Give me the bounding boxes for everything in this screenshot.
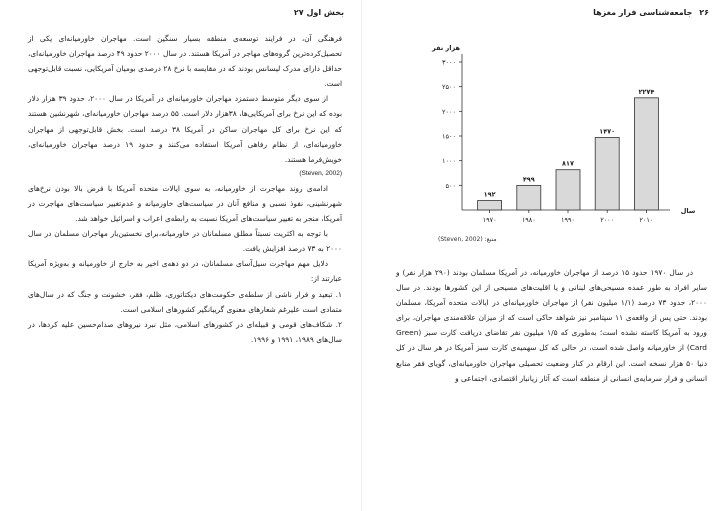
paragraph: دلایل مهم مهاجرت سیل‌آسای مسلمانان، در دو دهه‌ی اخیر به خارج از خاورمیانه و به‌ویژه آمریکا عبارتند از:: [28, 259, 342, 284]
bar-value-label: ۸۱۷: [562, 159, 574, 168]
right-page: [362, 0, 723, 511]
bar-value-label: ۱۴۷۰: [599, 127, 616, 136]
y-tick-label: ۲۵۰۰: [442, 83, 456, 92]
left-body-text: [28, 31, 342, 347]
bar: [595, 137, 619, 210]
left-page-number: ۲۷: [293, 8, 304, 17]
list-item: ۲. شکاف‌های قومی و قبیله‌ای در کشورهای اسلامی، مثل نبرد نیروهای صدام‌حسین علیه کردها، در سال‌های ۱۹۸۹، ۱۹۹۱ و ۱۹۹۶.: [28, 319, 342, 344]
chart-source: منبع: (Steven, 2002): [438, 236, 497, 243]
citation: (Steven, 2002): [299, 169, 342, 177]
right-body-text: [396, 265, 707, 386]
y-tick-label: ۱۰۰۰: [442, 157, 456, 166]
paragraph: از سوی دیگر متوسط دستمزد مهاجران خاورمیانه‌ای در آمریکا در سال ۲۰۰۰، حدود ۳۹ هزار دلار بوده که این نرخ برای آمریکایی‌ها، ۳۸هزار دلار است. ۵۵ درصد مهاجران خاورمیانه‌ای، شهرنشین هستند که این نرخ برای کل مهاجران ساکن در آمریکا ۳۸ درصد است. بخش قابل‌توجهی از مهاجران خاورمیانه‌ای، از نظام رفاهی آمریکا استفاده می‌کنند و حدود ۱۹ درصد مهاجران خاورمیانه‌ای، خویش‌فرما هستند.: [28, 94, 343, 164]
right-running-head-title: جامعه‌شناسی فرار مغزها: [593, 8, 693, 17]
right-running-head: [593, 8, 709, 17]
x-tick-label: ۱۹۸۰: [521, 216, 536, 224]
left-running-head: [290, 8, 344, 17]
x-tick-label: ۲۰۱۰: [639, 216, 654, 224]
x-tick-label: ۱۹۹۰: [561, 216, 575, 224]
x-tick-label: ۲۰۰۰: [600, 216, 615, 224]
paragraph: ادامه‌ی روند مهاجرت از خاورمیانه، به سوی ایالات متحده آمریکا با فرض بالا بودن نرخ‌های شهرنشینی، نفوذ نسبی و منافع آنان در سیاست‌های خاورمیانه و عدم‌تغییر سیاست‌های مهاجرت در آمریکا، منجر به تغییر سیاست‌های آمریکا نسبت به رابطه‌ی اعراب و اسرائیل خواهد شد.: [28, 183, 342, 224]
list-item: ۱. تبعید و فرار ناشی از سلطه‌ی حکومت‌های دیکتاتوری، ظلم، فقر، خشونت و جنگ که در سال‌های متمادی است علیرغم شعارهای معنوی گریبانگیر کشورهای اسلامی است.: [28, 289, 342, 314]
bar: [478, 201, 502, 210]
y-tick-label: ۱۵۰۰: [442, 132, 456, 141]
left-running-head-title: بخش اول: [306, 8, 344, 17]
bar-value-label: ۴۹۹: [522, 175, 535, 184]
y-axis-label: هزار نفر: [432, 44, 460, 52]
bar-chart: [412, 38, 712, 230]
x-axis-label: سال: [680, 207, 696, 215]
y-tick-label: ۲۰۰۰: [442, 107, 456, 116]
bar: [517, 185, 541, 210]
bar: [634, 98, 658, 210]
paragraph: در سال ۱۹۷۰ حدود ۱۵ درصد از مهاجران خاورمیانه، در آمریکا مسلمان بودند (۲۹۰ هزار نفر) و سایر افراد به طور عمده مسیحی‌های لبنانی و یا اقلیت‌های مسیحی از این کشورها بودند. در سال ۲۰۰۰، حدود ۷۳ درصد (۱/۱ میلیون نفر) از مهاجران خاورمیانه‌ای در ایالات متحده آمریکا، مسلمان بودند. حتی پس از واقعه‌ی ۱۱ سپتامبر نیز شواهد حاکی است که از میزان علاقه‌مندی مهاجران، برای ورود به آمریکا کاسته نشده است؛ به‌طوری که ۱/۵ میلیون نفر تقاضای دریافت کارت سبز (Green Card) از خاورمیانه واصل شده است، در حالی که کل سهمیه‌ی کارت سبز آمریکا در هر سال در کل دنیا ۵۰ هزار نسخه است. این ارقام در کنار وضعیت تحصیلی مهاجران خاورمیانه‌ای، گویای فقر منابع انسانی و فرار سرمایه‌ی انسانی از منطقه است که آثار زیانبار اقتصادی، اجتماعی و: [396, 268, 707, 383]
bar: [556, 170, 580, 210]
y-tick-label: ۳۰۰۰: [442, 58, 456, 67]
right-page-number: ۲۶: [699, 8, 709, 17]
paragraph: فرهنگی آن، در فرایند توسعه‌ی منطقه بسیار سنگین است. مهاجران خاورمیانه‌ای یکی از تحصیل‌کرده‌ترین گروه‌های مهاجر در آمریکا هستند. در سال ۲۰۰۰ حدود ۴۹ درصد مهاجران خاورمیانه‌ای، حداقل دارای مدرک لیسانس بودند که در مقایسه با نرخ ۲۸ درصدی بومیان آمریکایی، نسبت قابل‌توجهی است.: [28, 34, 342, 89]
x-tick-label: ۱۹۷۰: [482, 216, 497, 224]
y-tick-label: ۵۰۰: [445, 181, 456, 190]
bar-value-label: ۱۹۲: [483, 190, 496, 199]
bar-value-label: ۲۲۷۴: [638, 87, 655, 96]
paragraph: با توجه به اکثریت نسبتاً مطلق مسلمانان در خاورمیانه،برای نخستین‌بار مهاجران مسلمان در سال ۲۰۰۰ به ۷۳ درصد افزایش یافت.: [28, 229, 342, 254]
